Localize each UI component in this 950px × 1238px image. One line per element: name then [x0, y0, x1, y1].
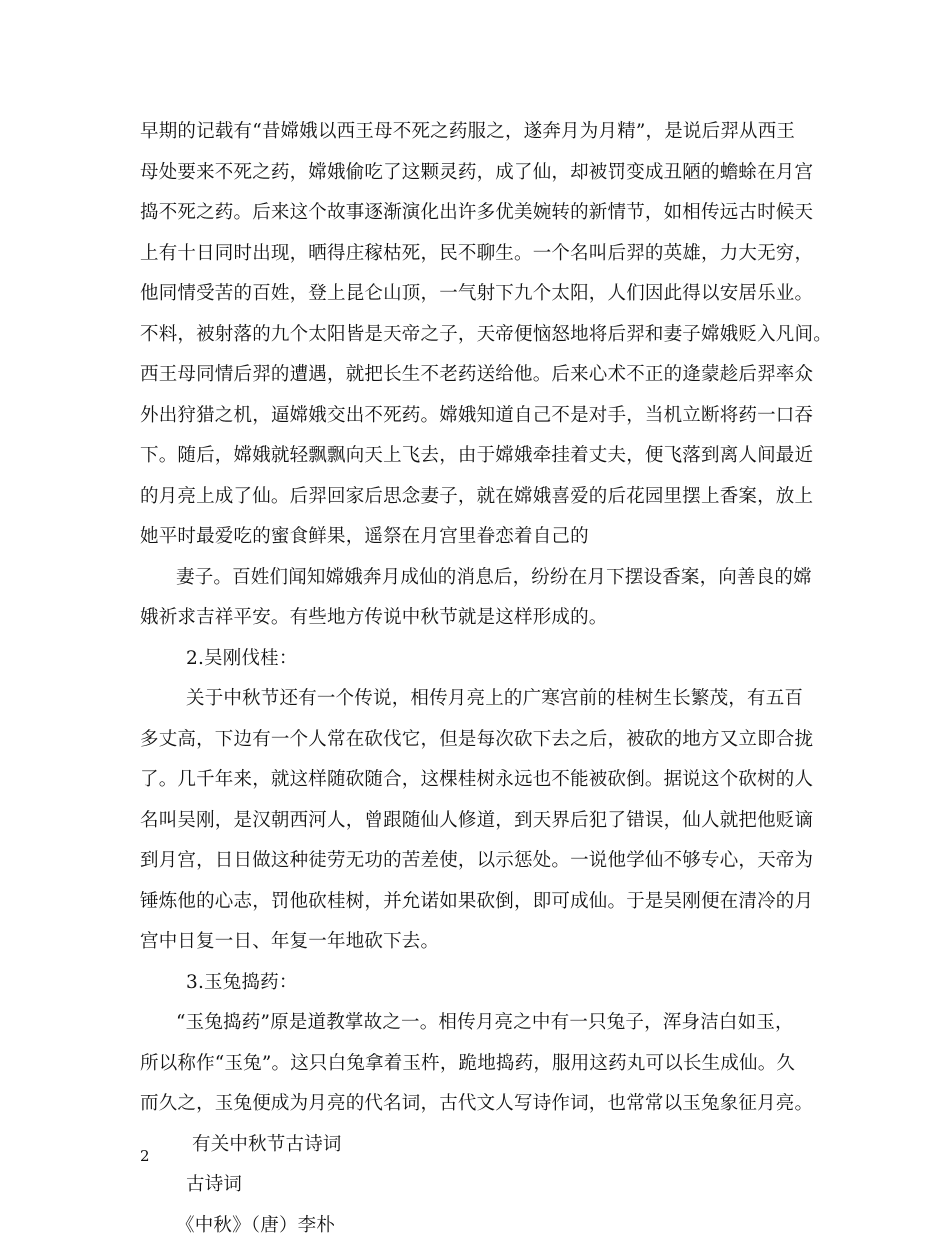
text-line: 名叫吴刚，是汉朝西河人，曾跟随仙人修道，到天界后犯了错误，仙人就把他贬谪: [140, 810, 814, 831]
poetry-section-title: 有关中秋节古诗词: [192, 1134, 342, 1155]
text-line: 所以称作“玉兔”。这只白兔拿着玉杵，跪地捣药，服用这药丸可以长生成仙。久: [140, 1053, 796, 1074]
text-line: 早期的记载有“昔嫦娥以西王母不死之药服之，遂奔月为月精”，是说后羿从西王: [140, 121, 796, 142]
text-line: 他同情受苦的百姓，登上昆仑山顶，一气射下九个太阳，人们因此得以安居乐业。: [140, 283, 814, 304]
text-line: 下。随后，嫦娥就轻飘飘向天上飞去，由于嫦娥牵挂着丈夫，便飞落到离人间最近: [140, 445, 814, 466]
poetry-subsection-title: 古诗词: [186, 1174, 243, 1195]
text-line: 的月亮上成了仙。后羿回家后思念妻子，就在嫦娥喜爱的后花园里摆上香案，放上: [140, 486, 814, 507]
text-line: 关于中秋节还有一个传说，相传月亮上的广寒宫前的桂树生长繁茂，有五百: [186, 688, 804, 709]
text-line: 多丈高，下边有一个人常在砍伐它，但是每次砍下去之后，被砍的地方又立即合拢: [140, 729, 814, 750]
text-line: 锤炼他的心志，罚他砍桂树，并允诺如果砍倒，即可成仙。于是吴刚便在清冷的月: [140, 891, 814, 912]
section-heading: 3.玉兔捣药：: [186, 972, 298, 993]
text-line: 外出狩猎之机，逼嫦娥交出不死药。嫦娥知道自己不是对手，当机立断将药一口吞: [140, 405, 814, 426]
text-line: 西王母同情后羿的遭遇，就把长生不老药送给他。后来心术不正的逄蒙趁后羿率众: [140, 364, 814, 385]
poem-title: 《中秋》（唐）李朴: [176, 1215, 336, 1236]
text-line: 宫中日复一日、年复一年地砍下去。: [140, 931, 440, 952]
text-line: 到月宫，日日做这种徒劳无功的苦差使，以示惩处。一说他学仙不够专心，天帝为: [140, 850, 814, 871]
text-line: 娥祈求吉祥平安。有些地方传说中秋节就是这样形成的。: [140, 607, 608, 628]
text-line: 了。几千年来，就这样随砍随合，这棵桂树永远也不能被砍倒。据说这个砍树的人: [140, 769, 814, 790]
text-line: 捣不死之药。后来这个故事逐渐演化出许多优美婉转的新情节，如相传远古时候天: [140, 202, 814, 223]
text-line: “玉兔捣药”原是道教掌故之一。相传月亮之中有一只兔子，浑身洁白如玉，: [176, 1012, 794, 1033]
text-line: 妻子。百姓们闻知嫦娥奔月成仙的消息后，纷纷在月下摆设香案，向善良的嫦: [176, 567, 812, 588]
page-number: 2: [140, 1147, 150, 1165]
section-heading: 2.吴刚伐桂：: [186, 648, 298, 669]
text-line: 而久之，玉兔便成为月亮的代名词，古代文人写诗作词，也常常以玉兔象征月亮。: [140, 1093, 814, 1114]
text-line: 不料，被射落的九个太阳皆是天帝之子，天帝便恼怒地将后羿和妻子嫦娥贬入凡间。: [140, 324, 832, 345]
text-line: 上有十日同时出现，晒得庄稼枯死，民不聊生。一个名叫后羿的英雄，力大无穷，: [140, 243, 814, 264]
text-line: 她平时最爱吃的蜜食鲜果，遥祭在月宫里眷恋着自己的: [140, 526, 589, 547]
text-line: 母处要来不死之药，嫦娥偷吃了这颗灵药，成了仙，却被罚变成丑陋的蟾蜍在月宫: [140, 162, 814, 183]
